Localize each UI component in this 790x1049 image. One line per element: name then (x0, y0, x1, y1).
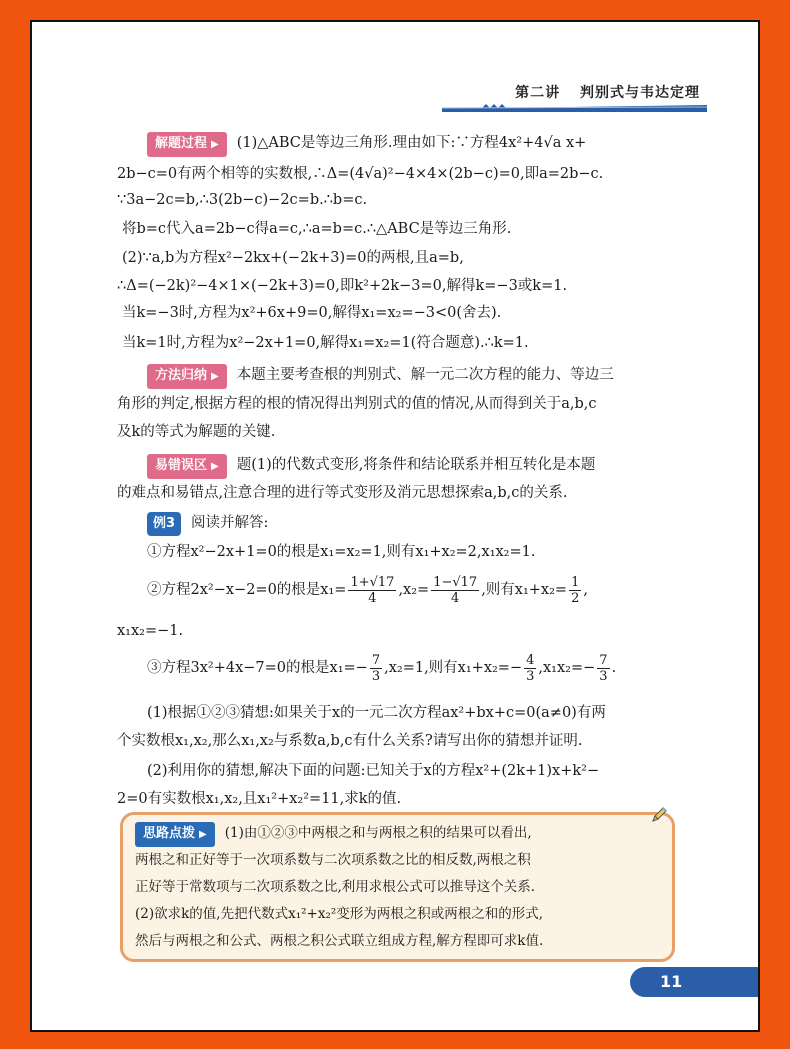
hint-line-1: 思路点拨 ▶ (1)由①②③中两根之和与两根之积的结果可以看出, (135, 822, 532, 847)
solution-line-2: 2b−c=0有两个相等的实数根,∴Δ=(4√a)²−4×4×(2b−c)=0,即a=2b−c. (117, 166, 604, 182)
solution-line-7: 当k=−3时,方程为x²+6x+9=0,解得x₁=x₂=−3<0(舍去). (122, 305, 502, 321)
example-heading: 例3 阅读并解答: (147, 512, 268, 536)
error-label: 易错误区 ▶ (147, 454, 227, 479)
hint-line-5: 然后与两根之和公式、两根之积公式联立组成方程,解方程即可求k值. (135, 933, 544, 949)
error-line-2: 的难点和易错点,注意合理的进行等式变形及消元思想探索a,b,c的关系. (117, 485, 568, 501)
method-label: 方法归纳 ▶ (147, 364, 227, 389)
solution-line-4: 将b=c代入a=2b−c得a=c,∴a=b=c.∴△ABC是等边三角形. (122, 221, 512, 237)
hint-box (120, 812, 675, 962)
fraction: $\frac{7}{3}$ (371, 652, 381, 684)
example-item-3: ③方程3x²+4x−7=0的根是x₁=− $\frac{7}{3}$ ,x₂=1,则有x₁+x₂=− $\frac{4}{3}$ ,x₁x₂=− $\frac{7}{3}$ . (147, 652, 617, 684)
method-line-3: 及k的等式为解题的关键. (117, 424, 276, 440)
page-number: 11 (630, 967, 760, 997)
error-line-1: 易错误区 ▶ 题(1)的代数式变形,将条件和结论联系并相互转化是本题 (147, 454, 595, 479)
question-2-line-1: (2)利用你的猜想,解决下面的问题:已知关于x的方程x²+(2k+1)x+k²− (147, 763, 600, 779)
fraction: $\frac{1}{2}$ (571, 574, 580, 606)
fraction: $\frac{1+√17}{4}$ (350, 574, 395, 606)
method-line-1: 方法归纳 ▶ 本题主要考查根的判别式、解一元二次方程的能力、等边三 (147, 364, 614, 389)
example-item-2-cont: x₁x₂=−1. (117, 623, 184, 639)
fraction: $\frac{4}{3}$ (526, 652, 535, 684)
hint-label: 思路点拨 ▶ (135, 822, 215, 847)
lecture-number: 第二讲 (515, 85, 561, 101)
pencil-icon (650, 806, 668, 824)
fraction: $\frac{7}{3}$ (599, 652, 608, 684)
fraction: $\frac{1-√17}{4}$ (433, 574, 478, 606)
solution-label: 解题过程 ▶ (147, 132, 227, 157)
lecture-title: 判别式与韦达定理 (580, 85, 700, 101)
solution-line-5: (2)∵a,b为方程x²−2kx+(−2k+3)=0的两根,且a=b, (122, 250, 464, 266)
page-header (501, 82, 700, 102)
question-2-line-2: 2=0有实数根x₁,x₂,且x₁²+x₂²=11,求k的值. (117, 791, 402, 807)
question-1-line-1: (1)根据①②③猜想:如果关于x的一元二次方程ax²+bx+c=0(a≠0)有两 (147, 705, 606, 721)
solution-line-1: 解题过程 ▶ (1)△ABC是等边三角形.理由如下:∵方程4x²+4√a x+ (147, 132, 586, 157)
example-item-2: ②方程2x²−x−2=0的根是x₁= $\frac{1+√17}{4}$ ,x₂= $\frac{1-√17}{4}$ ,则有x₁+x₂= $\frac{1}{2}$ , (147, 574, 588, 606)
example-label: 例3 (147, 512, 181, 536)
question-1-line-2: 个实数根x₁,x₂,那么x₁,x₂与系数a,b,c有什么关系?请写出你的猜想并证明. (117, 733, 583, 749)
header-decoration-bar (442, 104, 707, 113)
hint-line-3: 正好等于常数项与二次项系数之比,利用求根公式可以推导这个关系. (135, 879, 536, 895)
hint-line-2: 两根之和正好等于一次项系数与二次项系数之比的相反数,两根之积 (135, 852, 531, 868)
example-item-1: ①方程x²−2x+1=0的根是x₁=x₂=1,则有x₁+x₂=2,x₁x₂=1. (147, 544, 536, 560)
solution-line-6: ∴Δ=(−2k)²−4×1×(−2k+3)=0,即k²+2k−3=0,解得k=−3或k=1. (117, 278, 568, 294)
hint-line-4: (2)欲求k的值,先把代数式x₁²+x₂²变形为两根之积或两根之和的形式, (135, 906, 544, 922)
solution-line-3: ∵3a−2c=b,∴3(2b−c)−2c=b.∴b=c. (117, 192, 368, 208)
solution-line-8: 当k=1时,方程为x²−2x+1=0,解得x₁=x₂=1(符合题意).∴k=1. (122, 335, 529, 351)
method-line-2: 角形的判定,根据方程的根的情况得出判别式的值的情况,从而得到关于a,b,c (117, 396, 597, 412)
textbook-page (30, 20, 760, 1032)
